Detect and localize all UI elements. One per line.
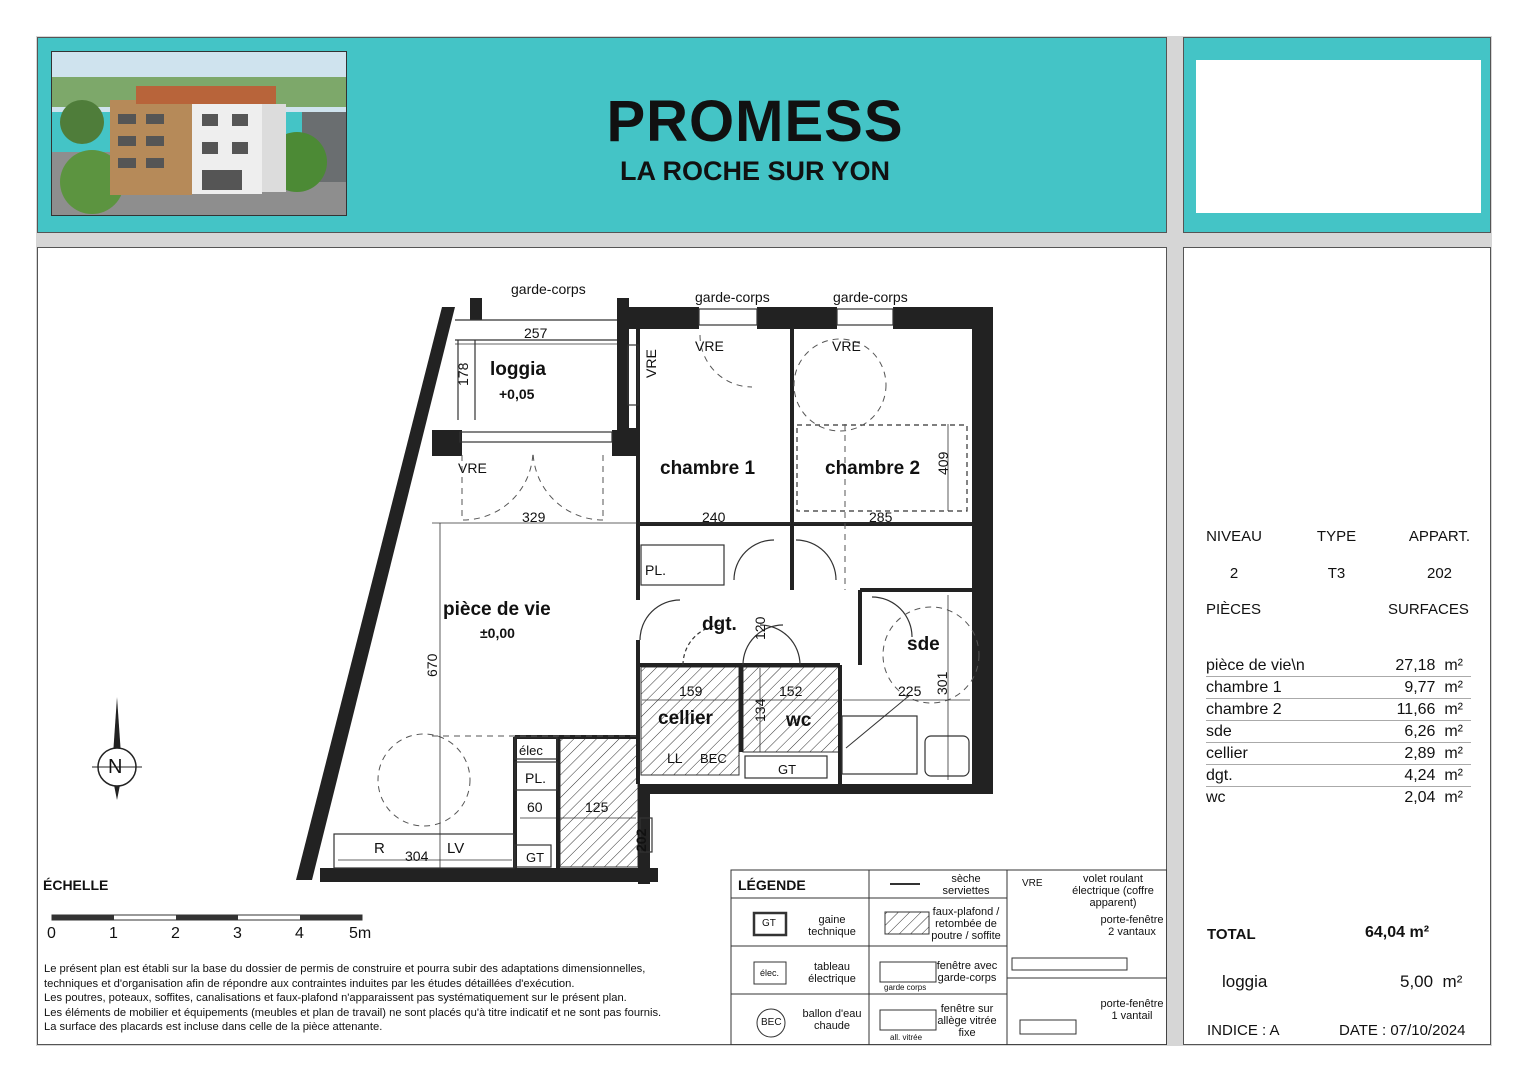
city-subtitle: LA ROCHE SUR YON	[619, 156, 891, 186]
surface-room-name: chambre 1	[1206, 679, 1282, 696]
surface-row	[1206, 787, 1471, 808]
surface-room-name: dgt.	[1206, 767, 1233, 784]
scale-tick-3: 3	[233, 925, 242, 942]
surface-row	[1206, 699, 1471, 721]
header-niveau: NIVEAU	[1206, 528, 1262, 545]
surface-room-area: 2,04 m²	[1404, 789, 1463, 806]
dim-120: 120	[752, 616, 768, 640]
legend-vre: volet roulant électrique (coffre apparent)	[1072, 873, 1154, 909]
north-label: N	[108, 756, 123, 778]
unit-number-tag: 202	[633, 828, 649, 852]
ll-label: LL	[667, 750, 683, 766]
placard-label-1: PL.	[645, 562, 667, 578]
surface-row	[1206, 655, 1471, 677]
surface-row	[1206, 765, 1471, 787]
legend-gt-icon: GT	[762, 918, 776, 929]
legend-title: LÉGENDE	[738, 877, 806, 893]
dim-159: 159	[679, 683, 703, 699]
legend-bec-icon: BEC	[761, 1017, 782, 1028]
dim-670: 670	[424, 653, 440, 677]
dim-60: 60	[527, 799, 543, 815]
note-line: Le présent plan est établi sur la base du dossier de permis de construire et pourra subir des adaptations dimensionnelles,	[44, 963, 646, 975]
loggia-value: 5,00 m²	[1400, 972, 1463, 991]
header-surfaces: SURFACES	[1388, 601, 1469, 618]
scale-tick-4: 4	[295, 925, 304, 942]
loggia-label: loggia	[1222, 972, 1268, 991]
surface-room-name: cellier	[1206, 745, 1248, 762]
building-photo	[51, 51, 347, 216]
room-chambre-2: chambre 2	[825, 458, 921, 479]
logo-placeholder	[1196, 60, 1481, 213]
dim-225: 225	[898, 683, 922, 699]
legend-gaine: gaine technique	[808, 914, 856, 938]
surface-row	[1206, 721, 1471, 743]
piece-level: ±0,00	[480, 625, 515, 641]
legend-vre-icon: VRE	[1022, 878, 1043, 889]
dim-125: 125	[585, 799, 609, 815]
dim-152: 152	[779, 683, 803, 699]
surface-room-area: 2,89 m²	[1404, 745, 1463, 762]
room-loggia: loggia	[490, 359, 546, 380]
elec-label: élec	[519, 743, 543, 758]
room-wc: wc	[786, 710, 812, 731]
room-sde: sde	[907, 634, 940, 655]
disclaimer-notes	[44, 962, 724, 1035]
legend-tableau: tableau électrique	[808, 961, 856, 985]
indice-label: INDICE : A	[1207, 1022, 1280, 1039]
brand-title: PROMESS	[606, 89, 904, 154]
gt-label-2: GT	[526, 850, 545, 865]
note-line: Les éléments de mobilier et équipements (meubles et plan de travail) ne sont placés qu'à titre indicatif et ne sont pas fournis.	[44, 1006, 662, 1019]
scale-title: ÉCHELLE	[43, 877, 109, 893]
legend-fenetre-gc: fenêtre avec garde-corps	[936, 960, 998, 984]
scale-tick-0: 0	[47, 925, 56, 942]
header-type: TYPE	[1316, 528, 1357, 545]
dim-304: 304	[405, 848, 429, 864]
total-value: 64,04 m²	[1365, 924, 1430, 941]
dim-134: 134	[752, 698, 768, 722]
room-dgt: dgt.	[702, 614, 737, 635]
garde-corps-label-2: garde-corps	[695, 289, 770, 305]
room-piece-de-vie: pièce de vie	[443, 599, 551, 620]
scale-tick-1: 1	[109, 925, 118, 942]
legend-garde-corps-small: garde corps	[884, 983, 927, 992]
vre-label-2: VRE	[832, 338, 861, 354]
vre-label-4: VRE	[643, 349, 659, 378]
dim-240: 240	[702, 509, 726, 525]
bec-label: BEC	[700, 751, 727, 766]
scale-tick-5: 5m	[349, 925, 372, 942]
dim-178: 178	[455, 362, 471, 386]
surface-room-name: pièce de vie\n	[1206, 657, 1305, 674]
legend-fenetre-allege: fenêtre sur allège vitrée fixe	[937, 1003, 997, 1039]
legend-all-vitree: all. vitrée	[890, 1033, 923, 1042]
surface-room-name: sde	[1206, 723, 1232, 740]
surface-row	[1206, 743, 1471, 765]
total-label: TOTAL	[1207, 926, 1256, 943]
dim-257: 257	[524, 325, 548, 341]
note-line: La surface des placards est incluse dans celle de la pièce attenante.	[44, 1021, 383, 1034]
surface-room-name: wc	[1206, 789, 1226, 806]
legend-porte-fenetre-1: porte-fenêtre 1 vantail	[1100, 998, 1164, 1022]
surface-room-area: 9,77 m²	[1404, 679, 1463, 696]
legend-ballon: ballon d'eau chaude	[802, 1008, 862, 1032]
room-chambre-1: chambre 1	[660, 458, 756, 479]
note-line: Les poutres, poteaux, soffites, canalisations et faux-plafond n'apparaissent pas systématiquement sur le présent plan.	[44, 992, 627, 1005]
surface-row	[1206, 677, 1471, 699]
fridge-label: R	[374, 840, 385, 857]
header-appart: APPART.	[1408, 528, 1471, 545]
legend-faux-plafond: faux-plafond / retombée de poutre / soffite	[931, 906, 1001, 942]
dim-285: 285	[869, 509, 893, 525]
date-label: DATE : 07/10/2024	[1339, 1022, 1466, 1039]
scale-tick-2: 2	[171, 925, 180, 942]
value-niveau: 2	[1229, 565, 1239, 582]
legend-elec-icon: élec.	[760, 968, 780, 978]
legend-seche: sèche serviettes	[942, 873, 990, 897]
surface-room-area: 11,66 m²	[1396, 701, 1463, 718]
legend-porte-fenetre-2: porte-fenêtre 2 vantaux	[1100, 914, 1164, 938]
surface-room-area: 4,24 m²	[1404, 767, 1463, 784]
garde-corps-label-3: garde-corps	[833, 289, 908, 305]
room-cellier: cellier	[658, 708, 713, 729]
loggia-level: +0,05	[499, 386, 535, 402]
dim-329: 329	[522, 509, 546, 525]
gt-label-1: GT	[778, 762, 797, 777]
vre-label-3: VRE	[458, 460, 487, 476]
dishwasher-label: LV	[447, 840, 465, 857]
dim-301: 301	[934, 671, 950, 695]
value-appart: 202	[1426, 565, 1453, 582]
surface-room-name: chambre 2	[1206, 701, 1282, 718]
garde-corps-label-1: garde-corps	[511, 281, 586, 297]
dim-409: 409	[935, 451, 951, 475]
surface-room-area: 6,26 m²	[1404, 723, 1463, 740]
value-type: T3	[1327, 565, 1346, 582]
surface-room-area: 27,18 m²	[1395, 657, 1463, 674]
note-line: techniques et d'organisation afin de répondre aux contraintes induites par les études détaillées d'exécution.	[44, 977, 575, 990]
placard-label-2: PL.	[525, 770, 547, 786]
header-pieces: PIÈCES	[1206, 601, 1262, 618]
vre-label-1: VRE	[695, 338, 724, 354]
